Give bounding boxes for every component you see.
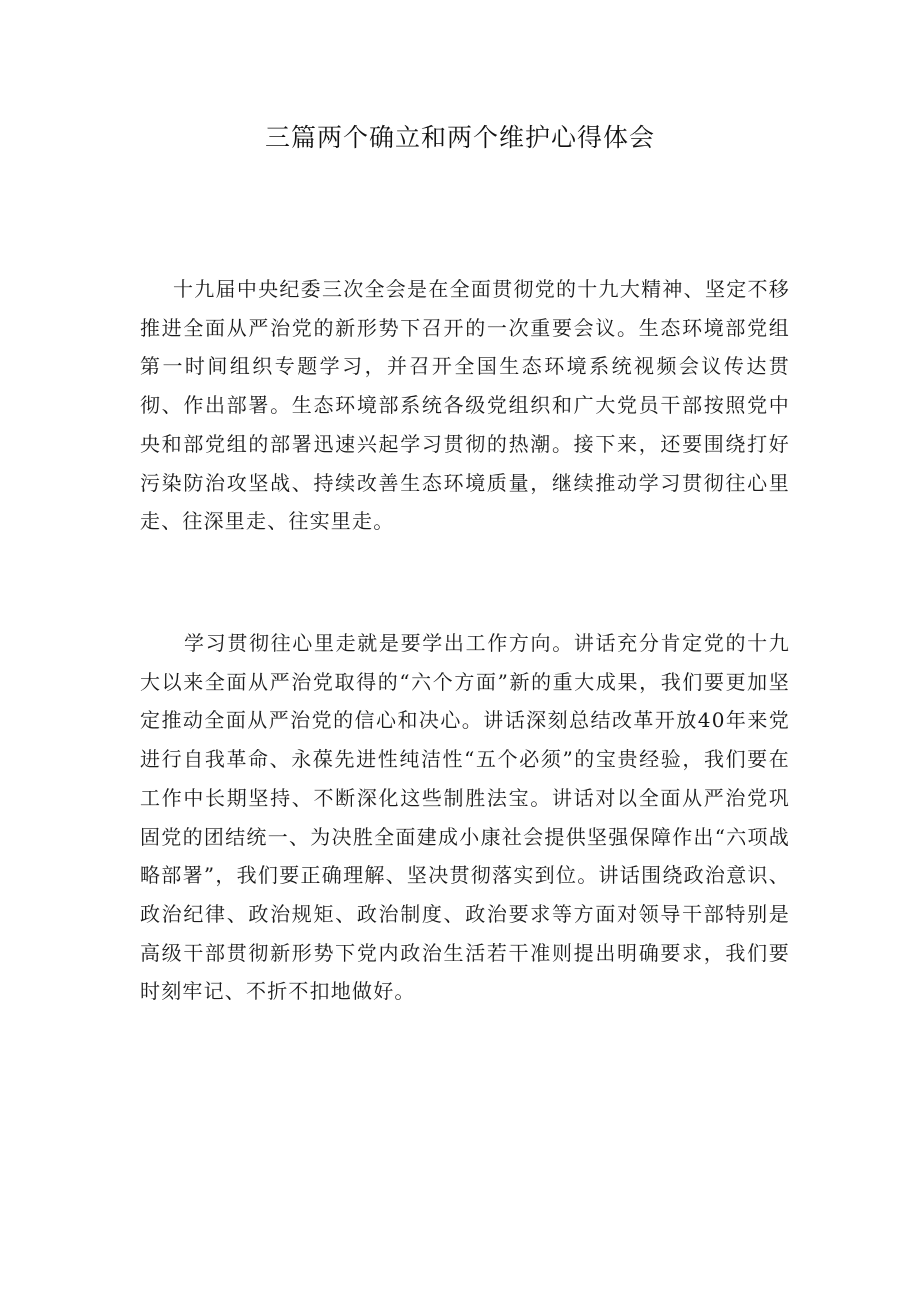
paragraph-1: 十九届中央纪委三次全会是在全面贯彻党的十九大精神、坚定不移推进全面从严治党的新形势下召开的一次重要会议。生态环境部党组第一时间组织专题学习，并召开全国生态环境系统视频会议传达贯彻、作出部署。生态环境部系统各级党组织和广大党员干部按照党中央和部党组的部署迅速兴起学习贯彻的热潮。接下来，还要围绕打好污染防治攻坚战、持续改善生态环境质量，继续推动学习贯彻往心里走、往深里走、往实里走。 <box>140 277 790 534</box>
document-title: 三篇两个确立和两个维护心得体会 <box>264 123 655 152</box>
paragraph-2: 学习贯彻往心里走就是要学出工作方向。讲话充分肯定党的十九大以来全面从严治党取得的“六个方面”新的重大成果，我们要更加坚定推动全面从严治党的信心和决心。讲话深刻总结改革开放40年来党进行自我革命、永葆先进性纯洁性“五个必须”的宝贵经验，我们要在工作中长期坚持、不断深化这些制胜法宝。讲话对以全面从严治党巩固党的团结统一、为决胜全面建成小康社会提供坚强保障作出“六项战略部署”，我们要正确理解、坚决贯彻落实到位。讲话围绕政治意识、政治纪律、政治规矩、政治制度、政治要求等方面对领导干部特别是高级干部贯彻新形势下党内政治生活若干准则提出明确要求，我们要时刻牢记、不折不扣地做好。 <box>140 631 790 1004</box>
